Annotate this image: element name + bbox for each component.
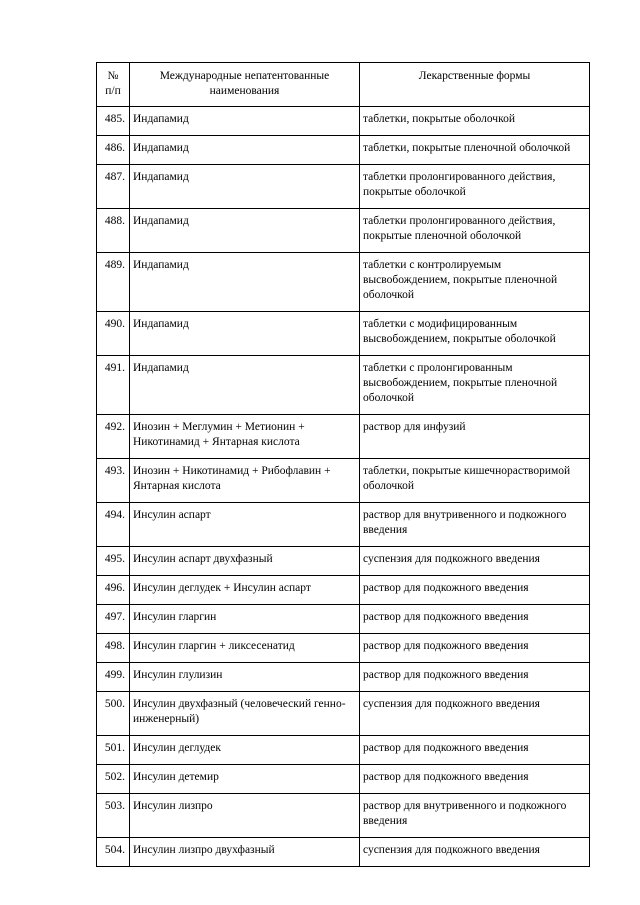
dosage-form-cell: суспензия для подкожного введения	[360, 547, 590, 576]
row-number-cell: 504.	[97, 838, 130, 867]
drug-name-cell: Инсулин лизпро	[130, 794, 360, 838]
table-row	[97, 415, 590, 459]
dosage-form-cell: таблетки, покрытые кишечнорастворимой оболочкой	[360, 459, 590, 503]
drug-name-cell: Инсулин аспарт двухфазный	[130, 547, 360, 576]
table-row	[97, 107, 590, 136]
drug-forms-table	[96, 62, 590, 867]
drug-name-cell: Индапамид	[130, 165, 360, 209]
drug-name-cell: Индапамид	[130, 253, 360, 312]
table-row	[97, 209, 590, 253]
drug-name-cell: Инсулин глулизин	[130, 663, 360, 692]
dosage-form-cell: таблетки пролонгированного действия, покрытые пленочной оболочкой	[360, 209, 590, 253]
table-row	[97, 356, 590, 415]
drug-name-cell: Инсулин аспарт	[130, 503, 360, 547]
dosage-form-cell: таблетки с модифицированным высвобождением, покрытые оболочкой	[360, 312, 590, 356]
row-number-cell: 486.	[97, 136, 130, 165]
row-number-cell: 489.	[97, 253, 130, 312]
header-number-symbol: №	[107, 70, 119, 82]
dosage-form-cell: раствор для подкожного введения	[360, 634, 590, 663]
header-inn-name: Международные непатентованные наименования	[130, 63, 360, 107]
table-row	[97, 605, 590, 634]
drug-name-cell: Инозин + Меглумин + Метионин + Никотинамид + Янтарная кислота	[130, 415, 360, 459]
row-number-cell: 503.	[97, 794, 130, 838]
dosage-form-cell: таблетки, покрытые оболочкой	[360, 107, 590, 136]
dosage-form-cell: раствор для инфузий	[360, 415, 590, 459]
table-row	[97, 459, 590, 503]
drug-name-cell: Инсулин гларгин + ликсесенатид	[130, 634, 360, 663]
table-row	[97, 634, 590, 663]
dosage-form-cell: раствор для внутривенного и подкожного введения	[360, 794, 590, 838]
dosage-form-cell: раствор для подкожного введения	[360, 663, 590, 692]
dosage-form-cell: таблетки с контролируемым высвобождением, покрытые пленочной оболочкой	[360, 253, 590, 312]
row-number-cell: 493.	[97, 459, 130, 503]
dosage-form-cell: раствор для внутривенного и подкожного введения	[360, 503, 590, 547]
row-number-cell: 492.	[97, 415, 130, 459]
row-number-cell: 497.	[97, 605, 130, 634]
row-number-cell: 496.	[97, 576, 130, 605]
drug-name-cell: Индапамид	[130, 107, 360, 136]
table-header-row	[97, 63, 590, 107]
drug-name-cell: Инозин + Никотинамид + Рибофлавин + Янтарная кислота	[130, 459, 360, 503]
dosage-form-cell: раствор для подкожного введения	[360, 605, 590, 634]
row-number-cell: 502.	[97, 765, 130, 794]
drug-name-cell: Инсулин двухфазный (человеческий генно-инженерный)	[130, 692, 360, 736]
dosage-form-cell: раствор для подкожного введения	[360, 576, 590, 605]
drug-name-cell: Инсулин лизпро двухфазный	[130, 838, 360, 867]
table-row	[97, 503, 590, 547]
table-body	[97, 107, 590, 867]
header-number	[97, 63, 130, 107]
row-number-cell: 499.	[97, 663, 130, 692]
header-dosage-form: Лекарственные формы	[360, 63, 590, 107]
table-row	[97, 547, 590, 576]
drug-name-cell: Инсулин деглудек + Инсулин аспарт	[130, 576, 360, 605]
row-number-cell: 490.	[97, 312, 130, 356]
drug-name-cell: Инсулин деглудек	[130, 736, 360, 765]
row-number-cell: 491.	[97, 356, 130, 415]
row-number-cell: 501.	[97, 736, 130, 765]
table-row	[97, 765, 590, 794]
dosage-form-cell: таблетки, покрытые пленочной оболочкой	[360, 136, 590, 165]
table-row	[97, 736, 590, 765]
drug-name-cell: Индапамид	[130, 312, 360, 356]
drug-name-cell: Инсулин детемир	[130, 765, 360, 794]
dosage-form-cell: таблетки пролонгированного действия, покрытые оболочкой	[360, 165, 590, 209]
drug-name-cell: Инсулин гларгин	[130, 605, 360, 634]
row-number-cell: 485.	[97, 107, 130, 136]
table-row	[97, 692, 590, 736]
drug-name-cell: Индапамид	[130, 356, 360, 415]
dosage-form-cell: суспензия для подкожного введения	[360, 692, 590, 736]
row-number-cell: 498.	[97, 634, 130, 663]
table-row	[97, 663, 590, 692]
header-number-abbr: п/п	[105, 85, 121, 97]
dosage-form-cell: суспензия для подкожного введения	[360, 838, 590, 867]
table-row	[97, 253, 590, 312]
row-number-cell: 488.	[97, 209, 130, 253]
row-number-cell: 495.	[97, 547, 130, 576]
table-row	[97, 312, 590, 356]
row-number-cell: 487.	[97, 165, 130, 209]
table-row	[97, 576, 590, 605]
row-number-cell: 500.	[97, 692, 130, 736]
row-number-cell: 494.	[97, 503, 130, 547]
dosage-form-cell: раствор для подкожного введения	[360, 765, 590, 794]
dosage-form-cell: таблетки с пролонгированным высвобождением, покрытые пленочной оболочкой	[360, 356, 590, 415]
drug-name-cell: Индапамид	[130, 209, 360, 253]
dosage-form-cell: раствор для подкожного введения	[360, 736, 590, 765]
drug-name-cell: Индапамид	[130, 136, 360, 165]
table-row	[97, 136, 590, 165]
table-row	[97, 794, 590, 838]
table-row	[97, 165, 590, 209]
table-row	[97, 838, 590, 867]
